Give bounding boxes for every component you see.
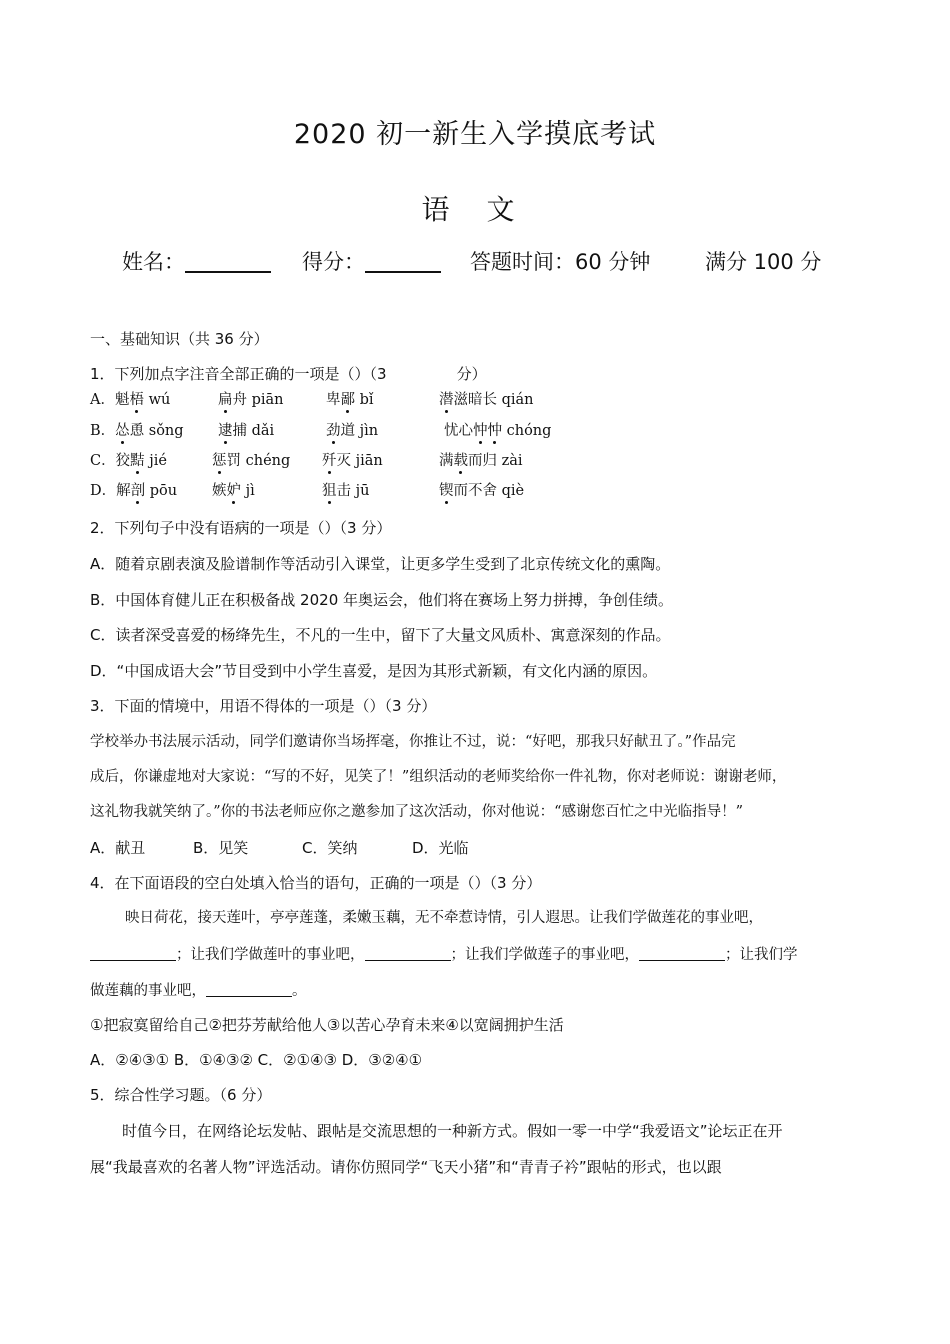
score-label: 得分： xyxy=(302,250,365,274)
q1-stem: 1．下列加点字注音全部正确的一项是（）（3 分） xyxy=(90,365,487,383)
q1-c-4: 满载而归 zài xyxy=(439,453,523,469)
q2-option-a: A．随着京剧表演及脸谱制作等活动引入课堂，让更多学生受到了北京传统文化的熏陶。 xyxy=(90,555,671,573)
q1-d-1: D．解剖 pōu xyxy=(90,483,178,499)
section-heading: 一、基础知识（共 36 分） xyxy=(90,330,269,348)
q5-stem: 5．综合性学习题。（6 分） xyxy=(90,1086,272,1104)
q3-option-c: C．笑纳 xyxy=(302,839,358,857)
q5-passage-line-1: 时值今日，在网络论坛发帖、跟帖是交流思想的一种新方式。假如一零一中学“我爱语文”论坛正在开 xyxy=(122,1122,783,1140)
q4-choices: ①把寂寞留给自己②把芬芳献给他人③以苦心孕育未来④以宽阔拥护生活 xyxy=(90,1016,564,1034)
q1-a-4: 潜滋暗长 qián xyxy=(439,392,534,408)
q1-c-2: 惩罚 chéng xyxy=(212,453,291,469)
q3-option-b: B．见笑 xyxy=(193,839,249,857)
q4-blank-3 xyxy=(639,944,725,961)
q4-passage-line-2: ；让我们学做莲叶的事业吧， ；让我们学做莲子的事业吧， ；让我们学 xyxy=(90,944,798,965)
q1-c-3: 歼灭 jiān xyxy=(322,453,383,469)
q4-stem: 4．在下面语段的空白处填入恰当的语句，正确的一项是（）（3 分） xyxy=(90,874,542,892)
subject-title: 语 文 xyxy=(421,193,529,226)
q1-d-4: 锲而不舍 qiè xyxy=(439,483,525,499)
q3-stem: 3．下面的情境中，用语不得体的一项是（）（3 分） xyxy=(90,697,437,715)
q4-passage-line-1: 映日荷花，接天莲叶，亭亭莲蓬，柔嫩玉藕，无不牵惹诗情，引人遐思。让我们学做莲花的事业吧， xyxy=(125,910,763,926)
q2-stem: 2．下列句子中没有语病的一项是（）（3 分） xyxy=(90,519,392,537)
name-label: 姓名： xyxy=(122,250,185,274)
q3-passage-line-2: 成后，你谦虚地对大家说：“写的不好，见笑了！”组织活动的老师奖给你一件礼物，你对老师说：谢谢老师， xyxy=(90,769,787,785)
q2-option-b: B．中国体育健儿正在积极备战 2020 年奥运会，他们将在赛场上努力拼搏，争创佳绩。 xyxy=(90,591,674,609)
q1-b-3: 劲道 jìn xyxy=(326,423,379,439)
q3-passage-line-1: 学校举办书法展示活动，同学们邀请你当场挥毫，你推让不过，说：“好吧，那我只好献丑了。”作品完 xyxy=(90,734,736,750)
score-blank xyxy=(365,271,441,273)
q3-option-a: A．献丑 xyxy=(90,839,146,857)
q1-a-3: 卑鄙 bǐ xyxy=(326,392,374,408)
q2-option-d: D．“中国成语大会”节目受到中小学生喜爱，是因为其形式新颖，有文化内涵的原因。 xyxy=(90,662,658,680)
q5-passage-line-2: 展“我最喜欢的名著人物”评选活动。请你仿照同学“飞天小猪”和“青青子衿”跟帖的形式，也以跟 xyxy=(90,1158,722,1176)
q4-blank-4 xyxy=(206,980,292,997)
exam-title: 2020 初一新生入学摸底考试 xyxy=(293,119,657,150)
q4-passage-line-3: 做莲藕的事业吧， 。 xyxy=(90,980,307,1001)
q4-options: A．②④③① B．①④③② C．②①④③ D．③②④① xyxy=(90,1051,423,1069)
name-field xyxy=(122,246,271,276)
time-info: 答题时间：60 分钟 xyxy=(470,250,651,274)
q1-b-2: 逮捕 dǎi xyxy=(218,423,275,439)
full-score-info: 满分 100 分 xyxy=(705,250,822,274)
q3-option-d: D．光临 xyxy=(412,839,469,857)
q1-a-2: 扁舟 piān xyxy=(218,392,284,408)
q1-c-1: C．狡黠 jié xyxy=(90,453,167,469)
q3-passage-line-3: 这礼物我就笑纳了。”你的书法老师应你之邀参加了这次活动，你对他说：“感谢您百忙之中光临指导！” xyxy=(90,804,743,820)
q1-a-1: A．魁梧 wú xyxy=(90,392,171,408)
q1-d-2: 嫉妒 jì xyxy=(212,483,255,499)
q4-blank-2 xyxy=(365,944,451,961)
q2-option-c: C．读者深受喜爱的杨绛先生，不凡的一生中，留下了大量文风质朴、寓意深刻的作品。 xyxy=(90,626,671,644)
q4-blank-1 xyxy=(90,944,176,961)
score-field xyxy=(302,246,441,276)
q1-b-4: 忧心忡忡 chóng xyxy=(444,423,552,439)
q1-b-1: B．怂恿 sǒng xyxy=(90,423,184,439)
q1-d-3: 狙击 jū xyxy=(322,483,370,499)
name-blank xyxy=(185,271,271,273)
